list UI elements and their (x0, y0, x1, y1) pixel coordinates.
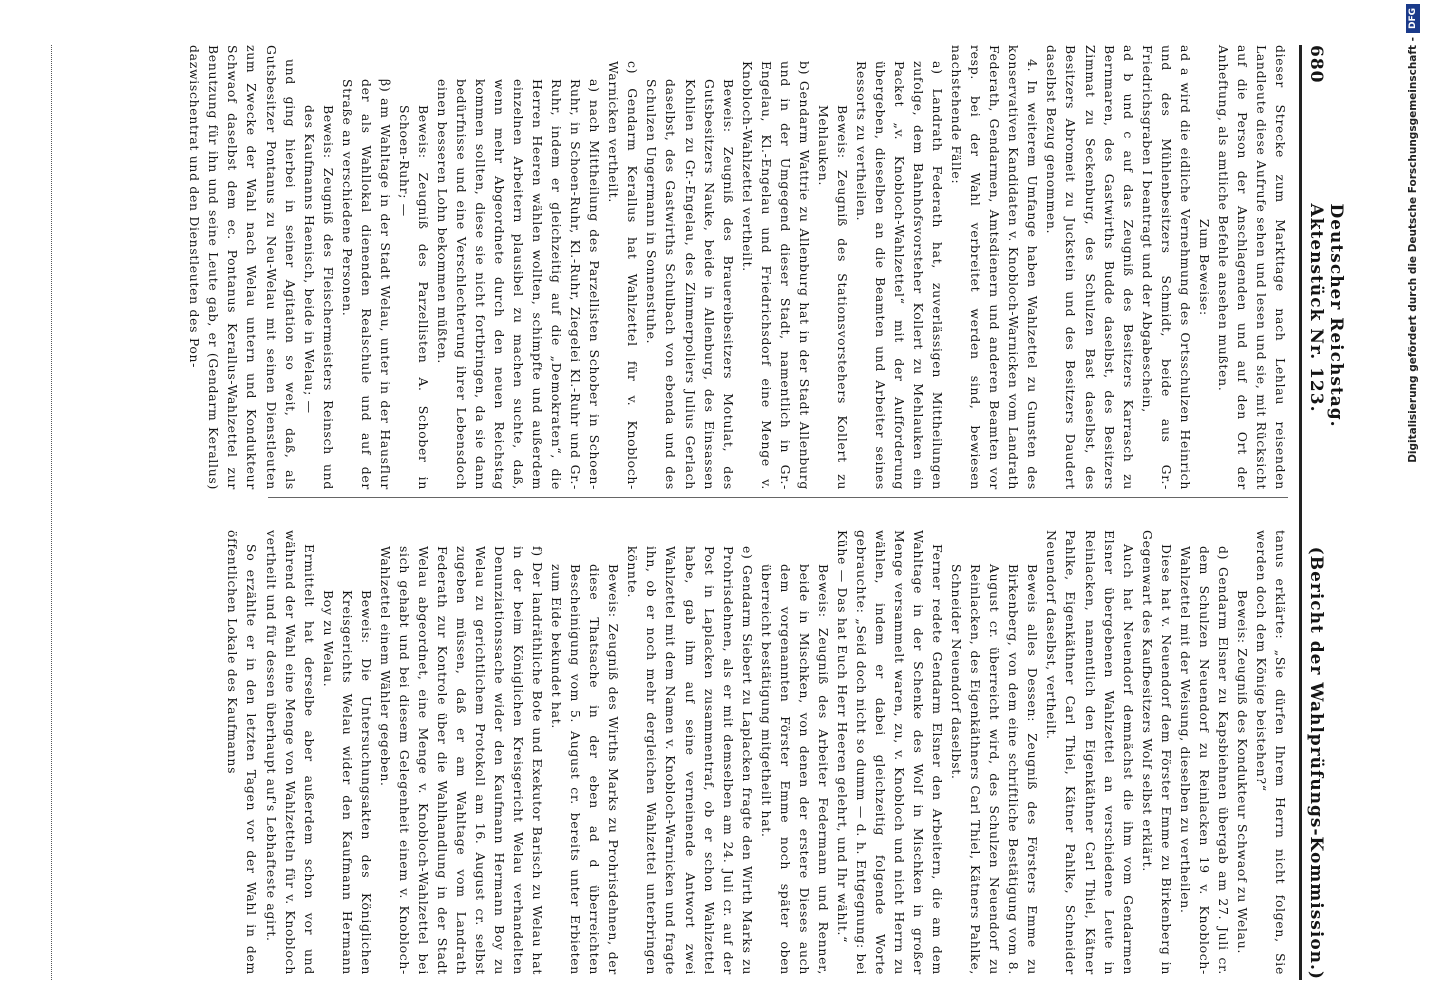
paragraph: Ermittelt hat derselbe aber außerdem schon vor und während der Wahl eine Menge von Wahlzetteln für v. Knobloch vertheilt und für dessen überhaupt auf's Lebhafteste agirt. (263, 530, 317, 975)
paragraph: 4. In weiterem Umfange haben Wahlzettel zu Gunsten des konservativen Kandidaten v. Knobloch-Warnicken vom Landrath Federath, Gendarmen, Amtsdienern und anderen Beamten vor resp. bei der Wahl verbreitet werden sind, bewiesen nachstehende Fälle: (949, 45, 1041, 490)
page-number: 680 (1306, 45, 1326, 84)
paragraph: Zum Beweise: (1196, 219, 1212, 316)
paragraph: b) Gendarm Wattrie zu Allenburg hat in der Stadt Allenburg und in der Umgegend dieser Stadt, namentlich in Gr.-Engelau, Kl.-Engelau und Friedrichsdorf eine Menge v. Knobloch-Wahlzettel vertheilt. (739, 61, 812, 490)
page-footer-rule (21, 45, 52, 980)
right-column (225, 530, 1290, 975)
paragraph: Beweis: Zeugniß des Stationsvorstehers Kollert zu Mehlauken. (815, 105, 850, 490)
paragraph: a) Landrath Federath hat, zuverlässigen Mittheilungen zufolge, dem Bahnhofsvorsteher Kollert zu Mehlauken ein Packet „v. Knobloch-Wahlzettel“ mit der Aufforderung übergeben, dieselben an die Beamten und Arbeiter seines Ressorts zu vertheilen. (853, 61, 946, 490)
section-title: (Bericht der Wahlprüfungs-Kommission.) (1306, 546, 1326, 980)
dfg-logo: DFG (1406, 4, 1420, 33)
paragraph: ad a wird die eidliche Vernehmung des Ortsschulzen Heinrich und des Mühlenbesitzers Schmidt, beide aus Gr.-Friedrichsgraben I beantragt und der Abgabeschein, (1139, 45, 1193, 490)
paragraph: tanus erklärte: „Sie dürfen Ihrem Herrn nicht folgen, Sie werden doch dem Könige beistehen?“ (1253, 530, 1288, 975)
paragraph: c) Gendarm Kerallus hat Wahlzettel für v. Knobloch-Warnicken vertheilt. (606, 61, 641, 490)
left-column (187, 45, 1290, 490)
paragraph: Beweis: Die Untersuchungsakten des Königlichen Kreisgerichts Welau wider den Kaufmann Hermann Boy zu Welau. (320, 590, 374, 975)
paragraph: Beweis: Zeugniß des Parzellisten A. Schober in Schoen-Ruhr; — (396, 105, 431, 490)
paragraph: d) Gendarm Elsner zu Kapsbiehnen übergab am 27. Juli cr. dem Schulzen Neuendorf zu Reinlacken 19 v. Knobloch-Wahlzettel mit der Weisung, dieselben zu vertheilen. (1177, 546, 1231, 975)
paragraph: Ferner redete Gendarm Elsner den Arbeitern, die am dem Wahltage in der Schenke des Wolf in Mischken in großer Menge versammelt waren, zu, v. Knobloch und nicht Herrn zu wählen, indem er dabei gleichzeitig folgende Worte gebrauchte: „Seid doch nicht so dumm — d. h. Entgegnung: bei Kühe — Das hat Euch Herr Heeren gelehrt, und Ihr wählt.“ (834, 530, 946, 975)
paragraph: e) Gendarm Siebert zu Laplacken fragte den Wirth Marks zu Prohrisdehnen, als er mit demselben am 24. Juli cr. auf der Post in Laplacken zusammentraf, ob er schon Wahlzettel habe, gab ihm auf seine verneinende Antwort zwei Wahlzettel mit dem Namen v. Knobloch-Warnicken und fragte ihn, ob er noch mehr dergleichen Wahlzettel unterbringen könnte. (625, 546, 755, 975)
paragraph: So erzählte er in den letzten Tagen vor der Wahl in dem öffentlichen Lokale des Kaufmanns (225, 530, 260, 975)
page-header (1299, 45, 1346, 980)
column-divider (268, 497, 1288, 498)
paragraph: dieser Strecke zum Markttage nach Lehlau reisenden Landleute diese Aufrufe sehen und lesen und sie, mit Rücksicht auf die Person der Anschlagenden und auf den Ort der Anheftung, als amtliche Befehle ansehen mußten. (1215, 45, 1288, 490)
paragraph: f) Der landräthliche Bote und Exekutor Barisch zu Welau hat in der beim Königlichen Kreisgericht Welau verhandelten Denunziationssache wider den Kaufmann Hermann Boy zu Welau zu gerichtlichem Protokoll am 16. August cr. selbst zugeben müssen, daß er am Wahltage vom Landrath Federath zur Kontrole über die Wahlhandlung in der Stadt Welau abgeordnet, eine Menge v. Knobloch-Wahlzettel bei sich gehabt und bei diesem Gelegenheit einem v. Knobloch-Wahlzettel einem Wähler gegeben. (377, 546, 546, 975)
paragraph: β) am Wahltage in der Stadt Welau, unter in der Hausflur der als Wahllokal dienenden Realschule und auf der Straße an verschiedene Personen. (339, 79, 393, 490)
paragraph: Beweis: Zeugniß des Kondukteur Schwaof zu Welau. (1234, 590, 1250, 955)
publication-title: Deutscher Reichstag. Aktenstück Nr. 123. (1306, 203, 1346, 428)
paragraph: Auch hat Neuendorf demnächst die ihm vom Gendarmen Elsner übergebenen Wahlzettel an verschiedene Leute in Reinlacken, namentlich den Eigenkäthner Carl Thiel, Kätner Pahlke, Eigenkäthner Carl Thiel, Kätner Pahlke, Schneider Neuendorf daselbst, vertheilt. (1044, 530, 1136, 975)
paragraph: Diese hat v. Neuendorf dem Förster Emme zu Birkenberg in Gegenwart des Kaufbesitzers Wolf selbst erklärt. (1139, 530, 1174, 975)
paragraph: Beweis alles Dessen: Zeugniß des Försters Emme zu Birkenberg, von dem eine schriftliche Bestätigung vom 8. August cr. überreicht wird, des Schulzen Neuendorf zu Reinlacken, des Eigenkäthners Carl Thiel, Kätners Pahlke, Schneider Neuendorf daselbst. (949, 564, 1041, 975)
paragraph: und ging hierbei in seiner Agitation so weit, daß, als Gutsbesitzer Pontanus zu Neu-Welau mit seinen Dienstleuten zum Zwecke der Wahl nach Welau untern und Kondukteur Schwaof daselbst dem ec. Pontanus Kerallus-Wahlzettel zur Benutzung für ihn und seine Leute gab, er (Gendarm Kerallus) dazwischentrat und den Dienstleuten des Pon- (187, 45, 298, 490)
paragraph: Beweis: Zeugniß des Wirths Marks zu Prohrisdehnen, der diese Thatsache in der eben ad d überreichten Bescheinigung vom 5. August cr. bereits unter Erbieten zum Eide bekundet hat. (549, 564, 622, 975)
paragraph: Beweis: Zeugniß des Arbeiter Federmann und Renner, beide in Mischken, von denen der erstere Dieses auch dem vorgenannten Förster Emme noch später oben überreicht bestätigung mitgetheilt hat. (758, 564, 831, 975)
paragraph: a) nach Mittheilung des Parzellisten Schober in Schoen-Ruhr, in Schoen-Ruhr, Kl.-Ruhr, Ziegelei Kl.-Ruhr und Gr.-Ruhr, indem er gleichzeitig auf die „Demokraten“, die Herren Heeren wählen wollten, schimpfte und außerdem einzelnen Arbeitern plausibel zu machen suchte, daß, wenn mehr Abgeordnete durch den neuen Reichstag kommen sollten, diese sie nicht fortbringen, da sie dann bedürfnisse und eine Verschlechterung ihrer Lebensdoch einen besseren Lohn bekommen müßten. (434, 79, 603, 490)
paragraph: ad b und c auf das Zeugniß des Besitzers Karrasch zu Bernmaren, des Gastwirths Budde daselbst, des Besitzers Zimmat zu Seckenburg, des Schulzen Bast daselbst, des Besitzers Abromeit zu Juckstein und des Besitzers Daudert daselbst Bezug genommen. (1044, 45, 1136, 490)
credit-text: Digitalisierung gefördert durch die Deutsche Forschungsgemeinschaft - (1407, 37, 1419, 463)
paragraph: Beweis: Zeugniß des Brauereibesitzers Motulat, des Gutsbesitzers Nauke, beide in Allenburg, des Einsassen Kohlien zu Gr.-Engelau, des Zimmerpoliers Julius Gerlach daselbst, des Gastwirths Schulbach von ebenda und des Schulzen Ungermann in Sonnenstuhe. (644, 79, 736, 490)
digitization-credit (1398, 0, 1428, 1000)
paragraph: Beweis: Zeugniß des Fleischermeisters Reinsch und des Kaufmanns Haenisch, beide in Welau; — (301, 105, 336, 490)
